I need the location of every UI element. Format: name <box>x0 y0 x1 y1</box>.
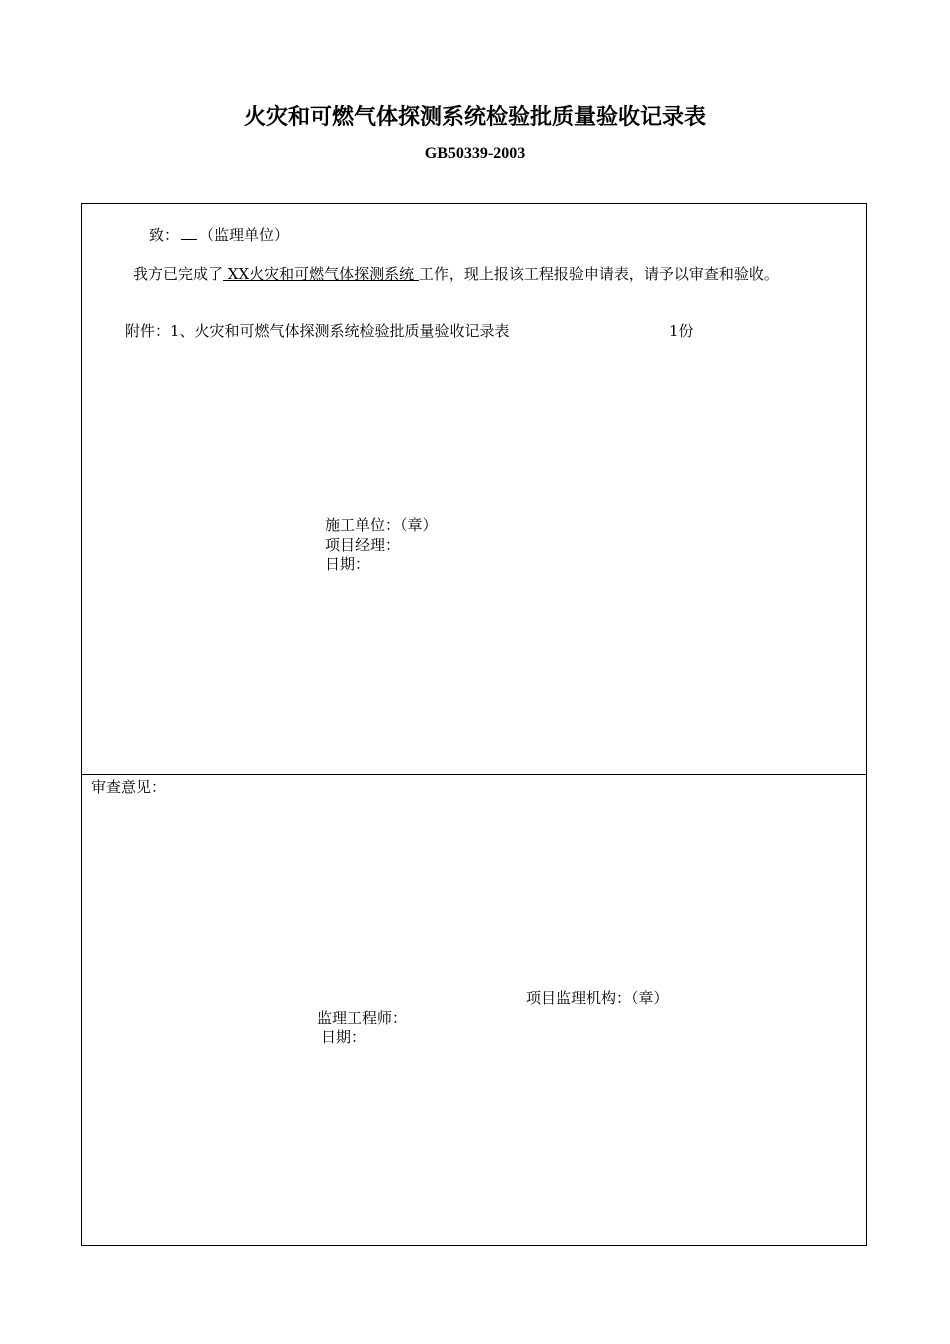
request-before: 我方已完成了 <box>133 265 224 283</box>
project-manager-label: 项目经理： <box>325 536 401 554</box>
contractor-label: 施工单位：（章） <box>325 516 438 534</box>
supervision-engineer-label: 监理工程师： <box>317 1009 408 1027</box>
document-title: 火灾和可燃气体探测系统检验批质量验收记录表 <box>243 105 706 130</box>
request-project: XX火灾和可燃气体探测系统 <box>223 265 419 283</box>
request-after: 工作，现上报该工程报验申请表，请予以审查和验收。 <box>418 265 779 283</box>
form-frame <box>81 203 867 1246</box>
application-date-label: 日期： <box>325 555 371 573</box>
attachment-count: 1份 <box>669 322 694 340</box>
addressee-prefix: 致： <box>149 226 180 244</box>
supervision-agency-label: 项目监理机构：（章） <box>526 989 669 1007</box>
review-opinion-label: 审查意见： <box>91 778 167 796</box>
attachment-label: 附件：1、火灾和可燃气体探测系统检验批质量验收记录表 <box>125 322 510 340</box>
review-date-label: 日期： <box>321 1028 367 1046</box>
request-paragraph <box>91 263 861 285</box>
addressee-unit: （监理单位） <box>199 226 290 244</box>
section-divider <box>81 774 867 775</box>
standard-code: GB50339-2003 <box>424 145 526 162</box>
addressee-line <box>149 225 289 244</box>
addressee-blank[interactable] <box>181 225 197 240</box>
